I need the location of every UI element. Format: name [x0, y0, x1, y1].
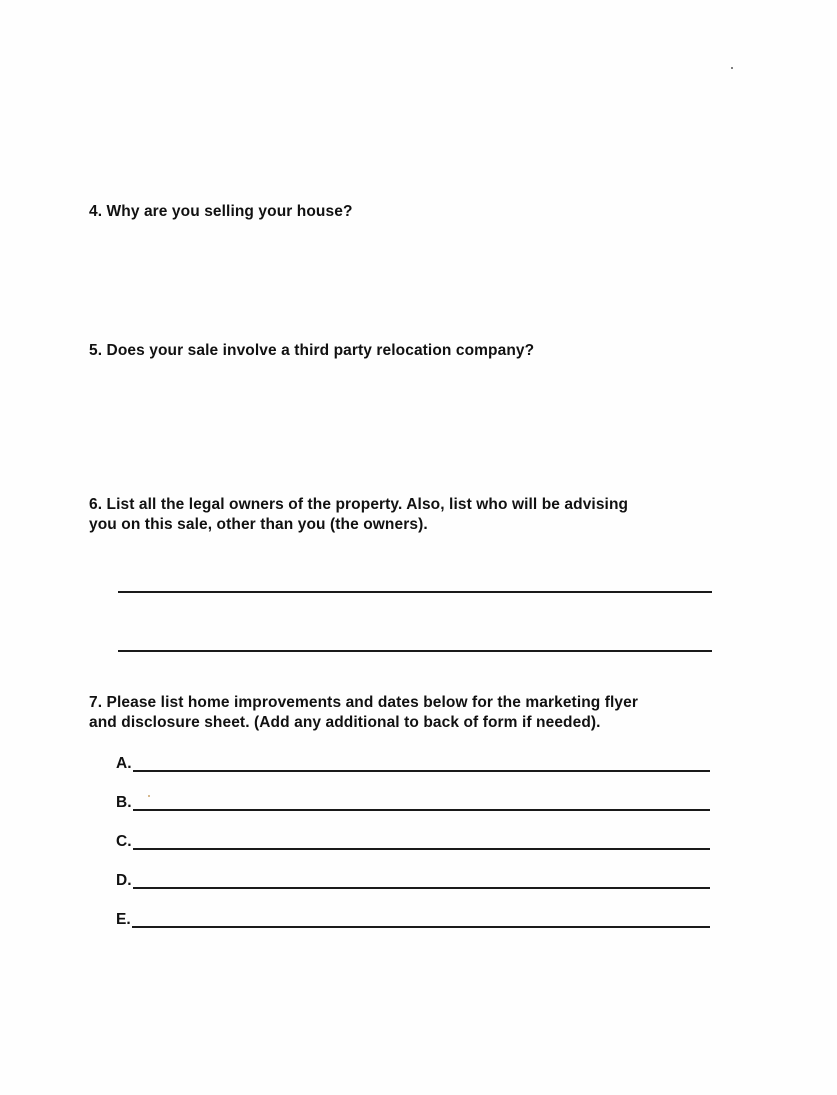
improvement-line-e[interactable] — [132, 926, 710, 928]
question-5: 5. Does your sale involve a third party relocation company? — [89, 342, 535, 359]
improvement-row-c[interactable] — [116, 831, 710, 851]
improvement-label-c: C. — [116, 833, 132, 850]
improvement-label-e: E. — [116, 911, 131, 928]
improvement-row-a[interactable] — [116, 753, 710, 773]
owners-answer-line-1[interactable] — [118, 591, 712, 593]
improvement-row-b[interactable] — [116, 792, 710, 812]
question-6: 6. List all the legal owners of the property. Also, list who will be advising you on this sale, other than you (the owners). — [89, 496, 629, 533]
improvement-row-e[interactable] — [116, 909, 710, 929]
improvement-line-c[interactable] — [133, 848, 711, 850]
improvement-line-a[interactable] — [133, 770, 711, 772]
improvement-line-b[interactable] — [133, 809, 711, 811]
improvement-label-a: A. — [116, 755, 132, 772]
improvement-label-b: B. — [116, 794, 132, 811]
improvement-row-d[interactable] — [116, 870, 710, 890]
owners-answer-line-2[interactable] — [118, 650, 712, 652]
scan-speck — [731, 67, 733, 69]
improvement-label-d: D. — [116, 872, 132, 889]
scan-speck — [148, 795, 150, 797]
question-4: 4. Why are you selling your house? — [89, 203, 353, 220]
improvement-line-d[interactable] — [133, 887, 711, 889]
question-7: 7. Please list home improvements and dates below for the marketing flyer and disclosure sheet. (Add any additional to back of form if needed). — [89, 694, 639, 731]
